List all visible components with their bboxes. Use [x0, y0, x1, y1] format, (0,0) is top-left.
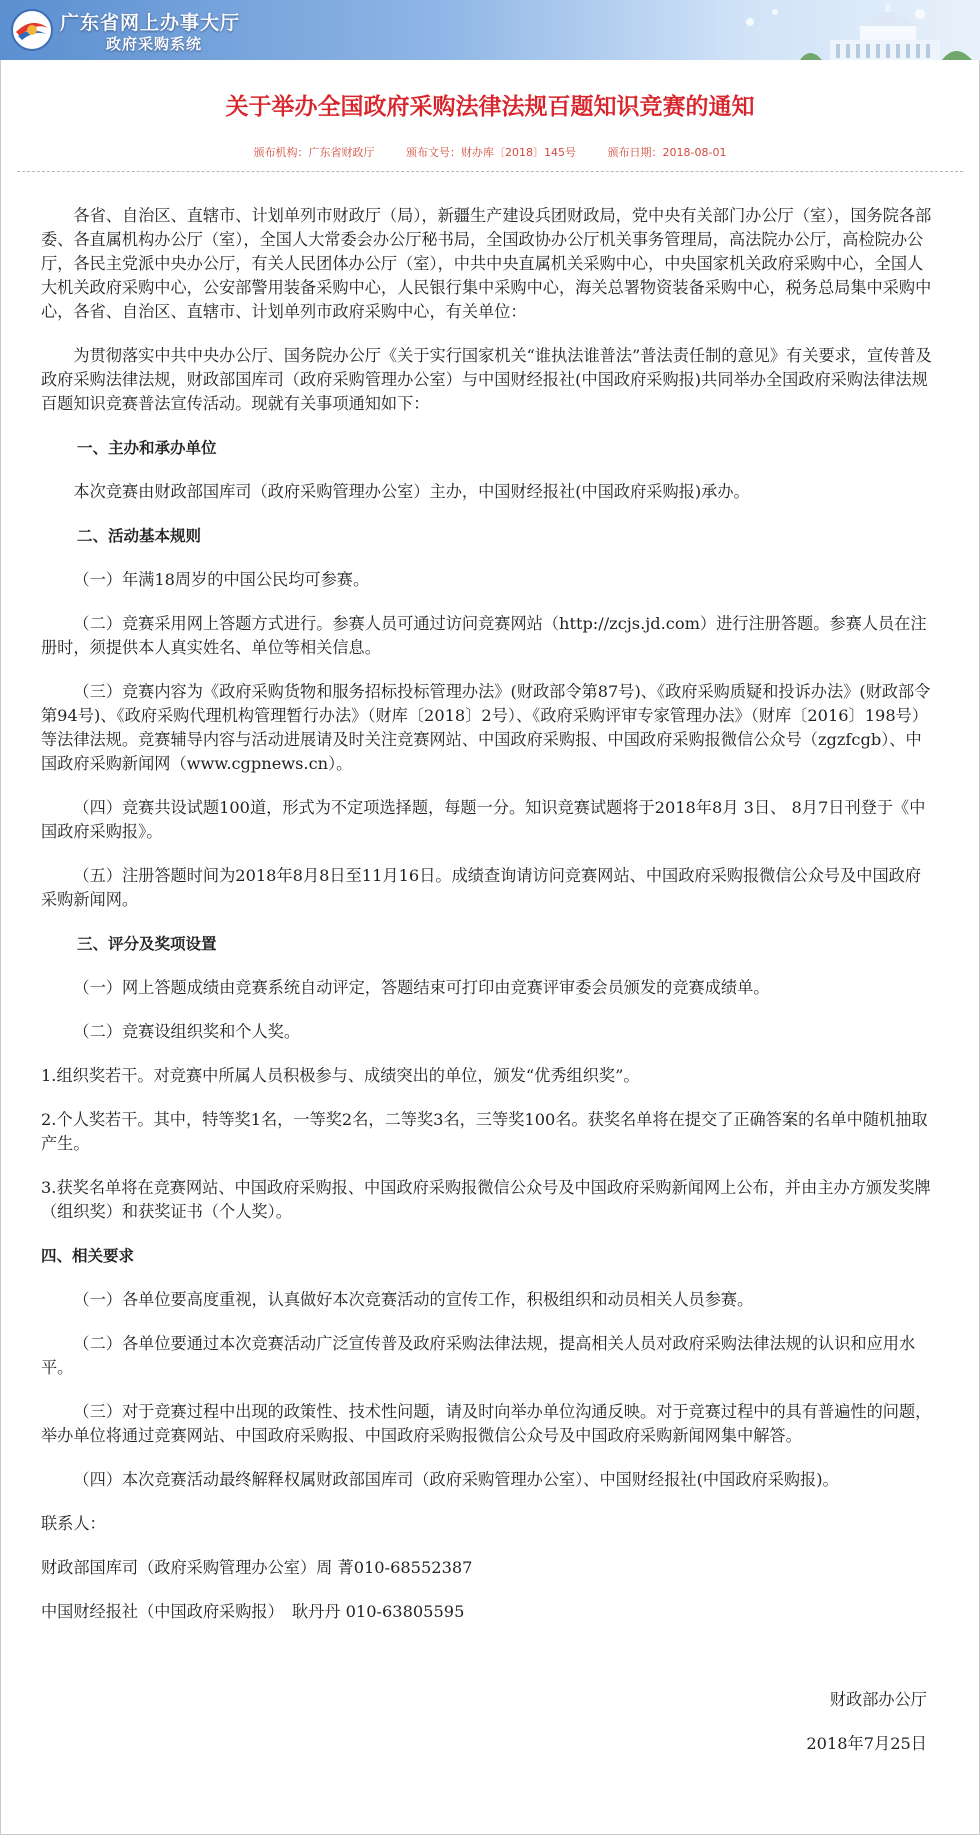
- meta-date: 颁布日期：2018-08-01: [607, 146, 727, 159]
- site-header: [0, 0, 980, 60]
- section-2-heading: 二、活动基本规则: [77, 527, 202, 545]
- section-3-subitem-2: 2.个人奖若干。其中，特等奖1名，一等奖2名，二等奖3名，三等奖100名。获奖名单将在提交了正确答案的名单中随机抽取产生。: [41, 1110, 928, 1153]
- contact-1: 财政部国库司（政府采购管理办公室）周 菁010-68552387: [41, 1558, 473, 1577]
- section-3-item-1: （一）网上答题成绩由竞赛系统自动评定，答题结束可打印由竞赛评审委会员颁发的竞赛成绩单。: [73, 978, 770, 997]
- section-2-item-5: （五）注册答题时间为2018年8月8日至11月16日。成绩查询请访问竞赛网站、中国政府采购报微信公众号及中国政府采购新闻网。: [41, 866, 922, 909]
- article-meta: [1, 144, 979, 160]
- section-3-item-2: （二）竞赛设组织奖和个人奖。: [73, 1022, 301, 1041]
- section-4-heading: 四、相关要求: [41, 1247, 135, 1265]
- article-page: [0, 60, 980, 1835]
- intro-paragraph: 为贯彻落实中共中央办公厅、国务院办公厅《关于实行国家机关“谁执法谁普法”普法责任制的意见》有关要求，宣传普及政府采购法律法规，财政部国库司（政府采购管理办公室）与中国财经报社(中国政府采购报)共同举办全国政府采购法律法规百题知识竞赛普法宣传活动。现就有关事项通知如下：: [41, 346, 932, 413]
- section-2-item-4: （四）竞赛共设试题100道，形式为不定项选择题，每题一分。知识竞赛试题将于2018年8月 3日、 8月7日刊登于《中国政府采购报》。: [41, 798, 926, 841]
- section-3-subitem-3: 3.获奖名单将在竞赛网站、中国政府采购报、中国政府采购报微信公众号及中国政府采购新闻网上公布，并由主办方颁发奖牌（组织奖）和获奖证书（个人奖）。: [41, 1178, 931, 1221]
- site-subtitle: 政府采购系统: [106, 35, 203, 53]
- section-4-item-1: （一）各单位要高度重视，认真做好本次竞赛活动的宣传工作，积极组织和动员相关人员参赛。: [73, 1290, 754, 1309]
- section-2-item-2: （二）竞赛采用网上答题方式进行。参赛人员可通过访问竞赛网站（http://zcjs.jd.com）进行注册答题。参赛人员在注册时，须提供本人真实姓名、单位等相关信息。: [41, 614, 927, 657]
- section-1-paragraph: 本次竞赛由财政部国库司（政府采购管理办公室）主办，中国财经报社(中国政府采购报)承办。: [73, 482, 750, 501]
- signature-date: 2018年7月25日: [806, 1734, 927, 1753]
- spacer: [41, 1644, 937, 1668]
- meta-issuer: 颁布机构：广东省财政厅: [253, 146, 375, 159]
- section-2-item-3: （三）竞赛内容为《政府采购货物和服务招标投标管理办法》(财政部令第87号)、《政府采购质疑和投诉办法》(财政部令第94号)、《政府采购代理机构管理暂行办法》（财库〔2018〕2号）、《政府采购评审专家管理办法》（财库〔2016〕198号）等法律法规。竞赛辅导内容与活动进展请及时关注竞赛网站、中国政府采购报、中国政府采购报微信公众号（zgzfcgb）、中国政府采购新闻网（www.cgpnews.cn）。: [41, 682, 931, 773]
- contact-label: 联系人：: [41, 1514, 106, 1533]
- building-illustration: [680, 0, 980, 60]
- section-3-heading: 三、评分及奖项设置: [77, 935, 217, 953]
- addressees-paragraph: 各省、自治区、直辖市、计划单列市财政厅（局），新疆生产建设兵团财政局，党中央有关部门办公厅（室），国务院各部委、各直属机构办公厅（室），全国人大常委会办公厅秘书局，全国政协办公厅机关事务管理局，高法院办公厅，高检院办公厅，各民主党派中央办公厅，有关人民团体办公厅（室），中共中央直属机关采购中心，中央国家机关政府采购中心，全国人大机关政府采购中心，公安部警用装备采购中心，人民银行集中采购中心，海关总署物资装备采购中心，税务总局集中采购中心，各省、自治区、直辖市、计划单列市政府采购中心，有关单位：: [41, 206, 932, 321]
- section-4-item-4: （四）本次竞赛活动最终解释权属财政部国库司（政府采购管理办公室）、中国财经报社(中国政府采购报)。: [73, 1470, 839, 1489]
- meta-doc-no: 颁布文号：财办库〔2018〕145号: [406, 146, 577, 159]
- signature: 财政部办公厅: [829, 1690, 927, 1709]
- site-title: 广东省网上办事大厅: [60, 12, 241, 34]
- section-2-item-1: （一）年满18周岁的中国公民均可参赛。: [73, 570, 370, 589]
- page-title: 关于举办全国政府采购法律法规百题知识竞赛的通知: [225, 93, 755, 120]
- section-4-item-2: （二）各单位要通过本次竞赛活动广泛宣传普及政府采购法律法规，提高相关人员对政府采购法律法规的认识和应用水平。: [41, 1334, 916, 1377]
- section-3-subitem-1: 1.组织奖若干。对竞赛中所属人员积极参与、成绩突出的单位，颁发“优秀组织奖”。: [41, 1066, 640, 1085]
- contact-2: 中国财经报社（中国政府采购报） 耿丹丹 010-63805595: [41, 1602, 465, 1621]
- section-4-item-3: （三）对于竞赛过程中出现的政策性、技术性问题，请及时向举办单位沟通反映。对于竞赛过程中的具有普遍性的问题，举办单位将通过竞赛网站、中国政府采购报、中国政府采购报微信公众号及中国政府采购新闻网集中解答。: [41, 1402, 932, 1445]
- section-1-heading: 一、主办和承办单位: [77, 439, 217, 457]
- title-divider: [17, 171, 963, 172]
- article-body: [41, 204, 937, 1776]
- site-logo-icon: [10, 8, 54, 52]
